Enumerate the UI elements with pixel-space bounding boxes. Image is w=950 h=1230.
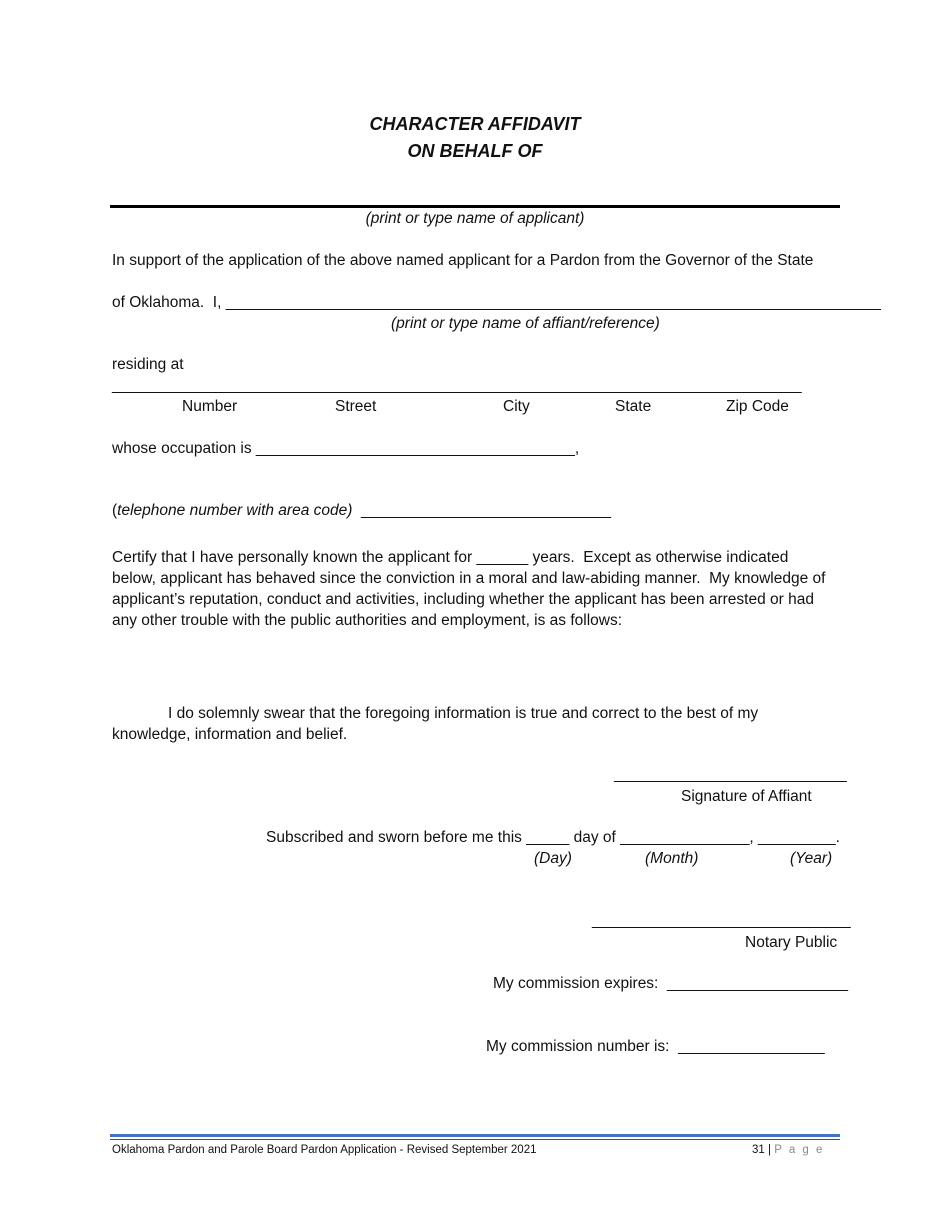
telephone-line[interactable] (112, 502, 611, 520)
affiant-signature-label: Signature of Affiant (681, 788, 812, 805)
notary-label: Notary Public (745, 934, 838, 951)
oklahoma-line[interactable]: of Oklahoma. I, ____________________________________________________________________________ (112, 294, 881, 311)
telephone-open-paren: ( (112, 502, 118, 519)
applicant-name-line[interactable] (110, 205, 840, 208)
subscribed-line[interactable]: Subscribed and sworn before me this _____ day of _______________, _________. (266, 829, 840, 846)
page-number: 31 (752, 1144, 765, 1156)
residing-label: residing at (112, 356, 184, 373)
commission-expires-line[interactable]: My commission expires: _____________________ (493, 975, 849, 992)
swear-line-1: I do solemnly swear that the foregoing information is true and correct to the best of my (168, 705, 759, 722)
certify-line-1: Certify that I have personally known the applicant for ______ years. Except as otherwise indicated (112, 549, 789, 566)
year-label: (Year) (790, 850, 833, 867)
residing-blank[interactable]: ________________________________________________________________________________ (112, 377, 802, 394)
address-label-city: City (503, 398, 530, 415)
telephone-blank[interactable]: _____________________________ (352, 502, 612, 519)
day-label: (Day) (534, 850, 572, 867)
footer-left-text: Oklahoma Pardon and Parole Board Pardon Application - Revised September 2021 (112, 1144, 537, 1156)
footer-rule (110, 1134, 840, 1137)
commission-number-line[interactable]: My commission number is: _________________ (486, 1038, 825, 1055)
address-label-street: Street (335, 398, 377, 415)
page-separator: | (764, 1144, 775, 1156)
title-line-2: ON BEHALF OF (407, 141, 543, 161)
page-word: P a g e (774, 1144, 825, 1156)
certify-line-2: below, applicant has behaved since the conviction in a moral and law-abiding manner. My knowledge of (112, 570, 826, 587)
title-line-1: CHARACTER AFFIDAVIT (369, 114, 581, 134)
telephone-label: telephone number with area code) (117, 502, 353, 519)
support-line: In support of the application of the above named applicant for a Pardon from the Governor of the State (112, 252, 814, 269)
swear-line-2: knowledge, information and belief. (112, 726, 348, 743)
footer-rule-thin (110, 1139, 840, 1140)
address-label-zip: Zip Code (726, 398, 789, 415)
occupation-line[interactable]: whose occupation is _____________________________________, (112, 440, 580, 457)
affiant-signature-blank[interactable]: ___________________________ (614, 766, 847, 783)
certify-line-4: any other trouble with the public authorities and employment, is as follows: (112, 612, 623, 629)
affiant-caption: (print or type name of affiant/reference) (391, 315, 660, 332)
certify-line-3: applicant’s reputation, conduct and activities, including whether the applicant has been arrested or had (112, 591, 814, 608)
footer-page-indicator (752, 1144, 824, 1156)
address-label-state: State (615, 398, 652, 415)
address-label-number: Number (182, 398, 238, 415)
month-label: (Month) (645, 850, 699, 867)
applicant-caption: (print or type name of applicant) (365, 210, 585, 227)
notary-signature-blank[interactable]: ______________________________ (592, 912, 851, 929)
